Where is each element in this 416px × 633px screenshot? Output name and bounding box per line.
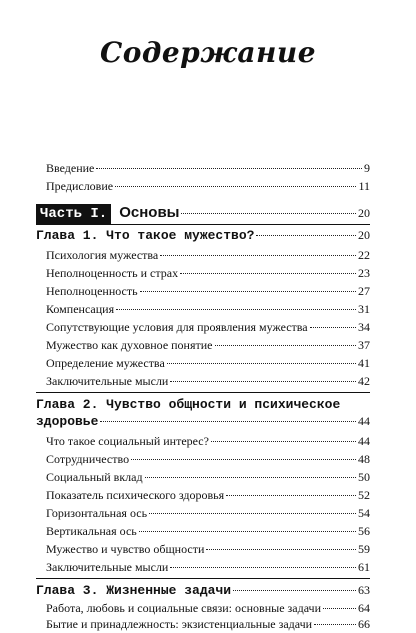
toc-leader-dots [256,235,356,236]
toc-entry-page: 42 [358,374,370,388]
toc-entry-label: Компенсация [46,302,115,316]
toc-entry-page: 66 [358,617,370,631]
toc-entry[interactable] [46,486,370,504]
toc-entry[interactable] [46,558,370,576]
toc-entry[interactable] [46,336,370,354]
toc-entry[interactable] [46,450,370,468]
toc-entry-label: Показатель психического здоровья [46,488,225,502]
toc-entry-page: 48 [358,452,370,466]
toc-entry-label: Что такое социальный интерес? [46,434,209,448]
toc-leader-dots [215,345,357,346]
toc-entry-preface[interactable] [46,177,370,195]
toc-entry-label: Работа, любовь и социальные связи: основные задачи [46,601,322,615]
toc-leader-dots [211,441,356,442]
toc-entry[interactable] [46,615,370,633]
toc-entry-page: 63 [358,583,370,597]
toc-entry-page: 44 [358,434,370,448]
toc-leader-dots [310,327,356,328]
toc-leader-dots [160,255,356,256]
toc-entry-page: 56 [358,524,370,538]
toc-leader-dots [181,213,356,214]
toc-entry[interactable] [46,354,370,372]
toc-entry-label: Сотрудничество [46,452,130,466]
chapter-title: Глава 1. Что такое мужество? [36,228,255,243]
toc-entry[interactable] [46,468,370,486]
toc-entry-page: 27 [358,284,370,298]
toc-entry-page: 22 [358,248,370,262]
toc-entry-page: 52 [358,488,370,502]
toc-leader-dots [140,291,356,292]
toc-chapter-1[interactable] [36,226,370,244]
toc-leader-dots [96,168,362,169]
toc-entry[interactable] [46,282,370,300]
toc-entry[interactable] [46,318,370,336]
toc-leader-dots [116,309,356,310]
toc-chapter-2[interactable] [36,412,370,430]
toc-entry-page: 34 [358,320,370,334]
toc-entry-label: Неполноценность [46,284,138,298]
part-badge: Часть I. [36,204,111,224]
toc-entry-page: 41 [358,356,370,370]
toc-leader-dots [180,273,356,274]
toc-chapter-2-title[interactable] [36,395,370,413]
toc-entry-label: Мужество как духовное понятие [46,338,213,352]
toc-entry[interactable] [46,540,370,558]
toc-leader-dots [100,421,356,422]
toc-entry-page: 9 [364,161,370,175]
toc-entry[interactable] [46,264,370,282]
toc-leader-dots [139,531,356,532]
toc-leader-dots [206,549,356,550]
toc-leader-dots [131,459,356,460]
page-title: Содержание [99,36,317,69]
toc-entry-label: Сопутствующие условия для проявления мужества [46,320,308,334]
toc-leader-dots [226,495,356,496]
toc-leader-dots [149,513,356,514]
toc-entry-page: 44 [358,414,370,428]
section-divider [36,578,370,579]
section-divider [36,224,370,225]
toc-leader-dots [233,590,356,591]
toc-leader-dots [167,363,356,364]
toc-entry[interactable] [46,300,370,318]
toc-entry-label: Социальный вклад [46,470,143,484]
toc-leader-dots [115,186,356,187]
toc-entry-label: Введение [46,161,95,175]
toc-entry-page: 50 [358,470,370,484]
toc-entry[interactable] [46,432,370,450]
toc-leader-dots [170,567,356,568]
toc-entry-label: Мужество и чувство общности [46,542,205,556]
toc-entry-label: Заключительные мысли [46,374,169,388]
toc-entry-intro[interactable] [46,159,370,177]
toc-entry-label: Психология мужества [46,248,159,262]
toc-entry-page: 37 [358,338,370,352]
toc-entry-page: 23 [358,266,370,280]
toc-entry-page: 20 [358,228,370,242]
toc-entry-label: Бытие и принадлежность: экзистенциальные задачи [46,617,313,631]
toc-part-1[interactable] [36,203,370,223]
toc-entry-page: 54 [358,506,370,520]
toc-entry-page: 31 [358,302,370,316]
toc-entry-page: 64 [358,601,370,615]
toc-entry-page: 20 [358,206,370,220]
toc-entry-label: Горизонтальная ось [46,506,148,520]
chapter-title-continued: здоровье [36,414,99,429]
toc-chapter-3[interactable] [36,581,370,599]
toc-entry[interactable] [46,522,370,540]
toc-leader-dots [145,477,356,478]
toc-entry-label: Предисловие [46,179,114,193]
chapter-title: Глава 2. Чувство общности и психическое [36,397,341,412]
toc-entry-page: 59 [358,542,370,556]
toc-leader-dots [323,608,356,609]
toc-entry[interactable] [46,504,370,522]
toc-leader-dots [170,381,356,382]
toc-leader-dots [314,624,356,625]
toc-entry-page: 11 [358,179,370,193]
section-divider [36,392,370,393]
toc-entry[interactable] [46,372,370,390]
toc-entry-label: Заключительные мысли [46,560,169,574]
chapter-title: Глава 3. Жизненные задачи [36,583,232,598]
toc-entry-page: 61 [358,560,370,574]
toc-entry-label: Неполноценность и страх [46,266,179,280]
toc-entry-label: Вертикальная ось [46,524,137,538]
toc-entry-label: Определение мужества [46,356,165,370]
toc-entry[interactable] [46,246,370,264]
part-name: Основы [119,204,180,221]
